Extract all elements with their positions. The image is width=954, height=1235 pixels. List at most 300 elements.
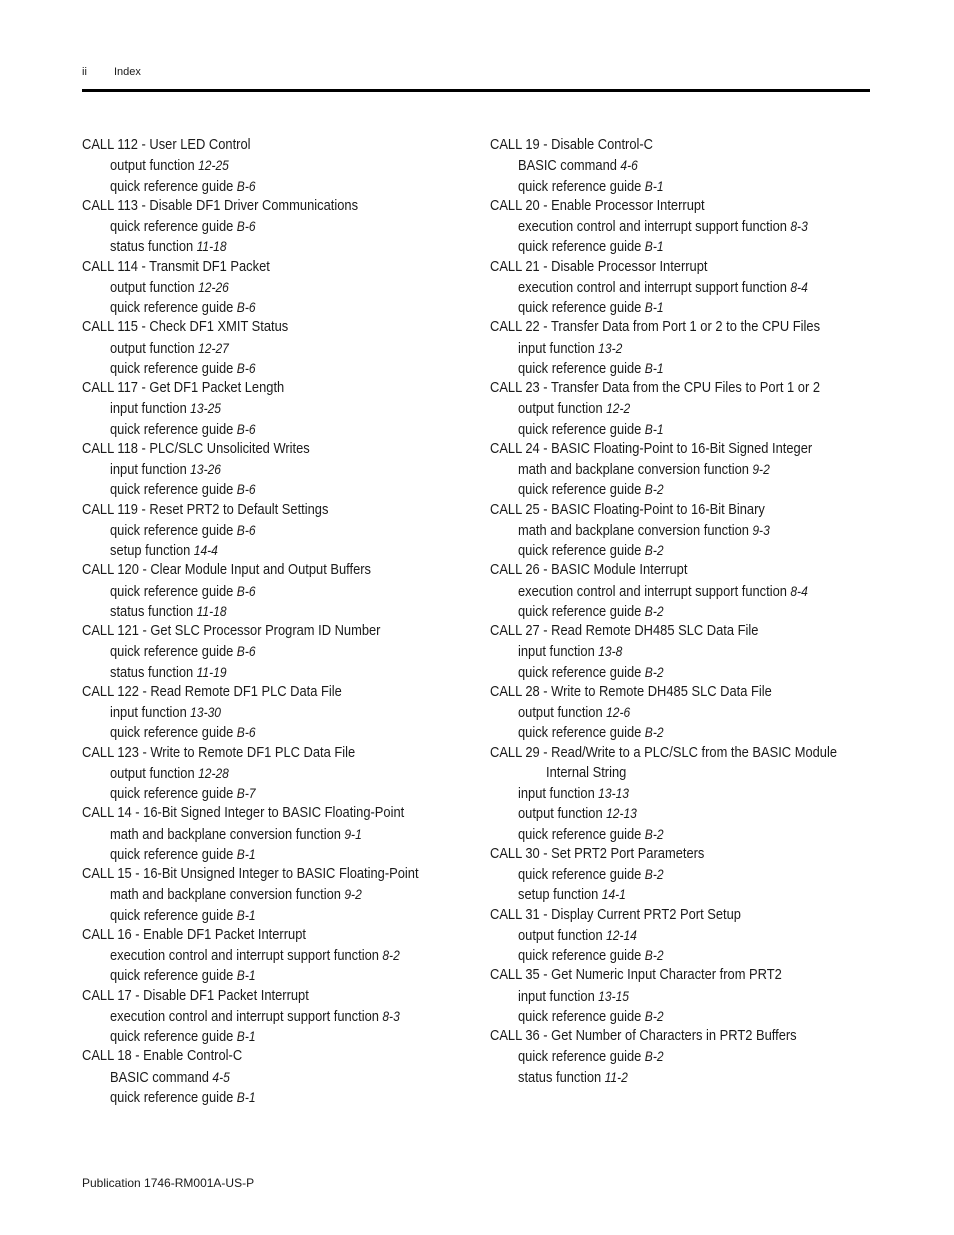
entry-text: quick reference guide (110, 785, 234, 802)
entry-text: quick reference guide (110, 582, 234, 600)
entry-text: CALL 20 - Enable Processor Interrupt (490, 196, 705, 214)
entry-text: output function (518, 926, 603, 944)
page-reference: B-6 (236, 359, 256, 376)
index-subentry (82, 520, 474, 540)
index-subentry (82, 338, 474, 358)
index-subentry (490, 236, 882, 256)
index-subentry (490, 155, 882, 175)
entry-content (110, 581, 256, 602)
page-reference: 9-2 (752, 461, 770, 477)
entry-text: status function (518, 1068, 602, 1086)
entry-content (518, 1046, 664, 1067)
index-subentry (490, 338, 882, 358)
index-subentry (490, 1006, 882, 1026)
entry-text: CALL 121 - Get SLC Processor Program ID Number (82, 622, 381, 639)
index-subentry (82, 540, 474, 560)
entry-content (518, 641, 622, 662)
index-subentry (490, 1046, 882, 1066)
entry-text: quick reference guide (518, 825, 642, 843)
entry-content (110, 1087, 256, 1108)
entry-content (518, 722, 664, 743)
index-entry (490, 500, 882, 520)
entry-text: input function (518, 987, 595, 1005)
index-subentry (490, 945, 882, 965)
index-subentry (82, 662, 474, 682)
index-subentry (82, 601, 474, 621)
index-subentry (490, 419, 882, 439)
entry-text: input function (110, 704, 187, 721)
entry-content (110, 722, 256, 743)
page-reference: B-6 (236, 420, 256, 437)
page-reference: 14-1 (601, 886, 626, 903)
page-reference: B-2 (644, 602, 664, 619)
index-subentry (82, 763, 474, 783)
page-reference: 9-1 (344, 825, 362, 842)
entry-content (82, 560, 371, 580)
page-reference: B-1 (644, 238, 664, 255)
index-subentry (82, 419, 474, 439)
page-reference: 4-6 (620, 157, 638, 174)
entry-content (82, 317, 288, 337)
index-subentry (82, 479, 474, 499)
index-entry (82, 621, 474, 641)
index-entry (490, 1026, 882, 1046)
page-reference: B-6 (236, 724, 256, 741)
entry-content (490, 135, 653, 155)
entry-content (490, 317, 820, 337)
index-subentry (490, 297, 882, 317)
entry-content (518, 479, 664, 500)
index-entry (490, 743, 882, 763)
entry-content (490, 965, 782, 985)
index-subentry (82, 398, 474, 418)
entry-text: CALL 16 - Enable DF1 Packet Interrupt (82, 925, 306, 943)
entry-text: quick reference guide (110, 218, 234, 235)
page-reference: 11-2 (604, 1068, 628, 1085)
entry-content (110, 945, 400, 966)
page-reference: 12-25 (198, 157, 229, 174)
entry-content (82, 864, 419, 884)
entry-text: quick reference guide (518, 420, 642, 438)
index-entry (82, 378, 474, 398)
entry-content (110, 763, 229, 784)
entry-content (82, 1046, 242, 1066)
index-subentry (490, 783, 882, 803)
entry-text: CALL 36 - Get Number of Characters in PRT2 Buffers (490, 1027, 797, 1044)
entry-content (82, 682, 342, 702)
index-subentry (490, 824, 882, 844)
index-entry (82, 317, 474, 337)
index-entry (490, 135, 882, 155)
entry-text: execution control and interrupt support function (518, 218, 787, 235)
entry-text: quick reference guide (110, 724, 234, 742)
section-title: Index (114, 66, 141, 78)
entry-text: CALL 19 - Disable Control-C (490, 136, 653, 153)
entry-content (110, 824, 362, 845)
page-reference: 9-3 (752, 521, 770, 538)
index-entry (490, 196, 882, 216)
index-subentry (82, 297, 474, 317)
entry-content (518, 540, 664, 561)
entry-content (82, 925, 306, 945)
page-reference: 12-28 (198, 764, 229, 781)
entry-content (490, 621, 758, 641)
index-subentry (490, 864, 882, 884)
entry-text: quick reference guide (518, 481, 642, 499)
entry-content (518, 702, 630, 723)
index-subentry (82, 641, 474, 661)
entry-text: output function (518, 805, 603, 823)
entry-content (490, 439, 812, 459)
page-reference: 13-2 (598, 339, 623, 356)
entry-text: input function (110, 400, 187, 418)
entry-content (518, 155, 638, 176)
entry-content (82, 439, 310, 459)
index-entry (82, 925, 474, 945)
entry-text: CALL 15 - 16-Bit Unsigned Integer to BASIC Floating-Point (82, 865, 419, 882)
entry-content (490, 682, 772, 702)
entry-content (110, 1006, 400, 1027)
index-subentry (490, 459, 882, 479)
index-subentry (82, 965, 474, 985)
entry-text: Internal String (546, 763, 627, 781)
entry-content (518, 824, 664, 845)
index-subentry (82, 783, 474, 803)
index-subentry (490, 540, 882, 560)
page-reference: B-2 (644, 542, 664, 558)
entry-content (110, 398, 221, 419)
entry-text: CALL 17 - Disable DF1 Packet Interrupt (82, 986, 309, 1004)
index-entry (82, 439, 474, 459)
index-entry-continuation (490, 763, 882, 783)
entry-text: CALL 18 - Enable Control-C (82, 1047, 243, 1065)
page-reference: B-6 (236, 643, 256, 660)
index-entry (490, 378, 882, 398)
entry-text: math and backplane conversion function (110, 886, 341, 904)
entry-text: CALL 112 - User LED Control (82, 136, 251, 153)
entry-text: CALL 23 - Transfer Data from the CPU Files to Port 1 or 2 (490, 379, 821, 396)
entry-content (110, 155, 229, 176)
publication-number: Publication 1746-RM001A-US-P (82, 1176, 255, 1190)
entry-content (110, 216, 256, 237)
entry-content (518, 783, 629, 804)
index-subentry (82, 824, 474, 844)
page-reference: B-1 (644, 359, 664, 376)
page-reference: 4-5 (212, 1068, 230, 1085)
entry-text: quick reference guide (518, 359, 642, 377)
index-entry (82, 257, 474, 277)
page-reference: B-2 (644, 1007, 664, 1024)
index-entry (82, 560, 474, 580)
entry-text: CALL 22 - Transfer Data from Port 1 or 2 to the CPU Files (490, 318, 821, 336)
entry-text: output function (110, 764, 195, 782)
entry-content (518, 945, 664, 966)
index-subentry (82, 216, 474, 236)
page-reference: 12-2 (606, 400, 631, 417)
entry-content (518, 864, 664, 885)
index-subentry (82, 277, 474, 297)
page-reference: B-2 (644, 1048, 664, 1065)
entry-text: input function (518, 643, 595, 661)
entry-text: CALL 30 - Set PRT2 Port Parameters (490, 844, 705, 862)
index-subentry (82, 884, 474, 904)
entry-content (82, 378, 284, 398)
index-subentry (82, 945, 474, 965)
index-entry (490, 560, 882, 580)
entry-content (518, 398, 630, 419)
index-subentry (490, 702, 882, 722)
page-reference: 12-27 (198, 339, 229, 356)
entry-text: output function (518, 704, 603, 721)
entry-text: execution control and interrupt support function (110, 1007, 379, 1025)
entry-content (518, 297, 664, 318)
page-reference: B-1 (644, 177, 664, 194)
index-entry (490, 905, 882, 925)
page-reference: 14-4 (193, 542, 218, 558)
entry-content (110, 338, 229, 359)
entry-text: quick reference guide (110, 359, 234, 377)
entry-content (110, 783, 256, 804)
index-subentry (82, 176, 474, 196)
entry-text: quick reference guide (110, 1088, 234, 1106)
entry-content (110, 520, 256, 541)
entry-content (518, 176, 664, 197)
entry-content (82, 621, 380, 641)
index-entry (490, 965, 882, 985)
entry-text: BASIC command (518, 157, 617, 175)
entry-text: CALL 31 - Display Current PRT2 Port Setup (490, 905, 741, 923)
entry-text: math and backplane conversion function (110, 825, 341, 843)
entry-text: quick reference guide (110, 845, 234, 863)
page-reference: 13-13 (598, 785, 629, 801)
entry-text: status function (110, 602, 194, 620)
index-subentry (82, 236, 474, 256)
entry-content (110, 662, 227, 683)
index-subentry (490, 722, 882, 742)
entry-text: CALL 114 - Transmit DF1 Packet (82, 257, 270, 275)
entry-text: CALL 27 - Read Remote DH485 SLC Data File (490, 622, 759, 639)
index-subentry (82, 722, 474, 742)
index-subentry (82, 1006, 474, 1026)
entry-content (518, 884, 626, 905)
page-reference: B-7 (236, 785, 256, 801)
entry-content (110, 540, 218, 561)
page-reference: 9-2 (344, 886, 362, 903)
entry-content (110, 459, 221, 480)
index-subentry (82, 905, 474, 925)
index-entry (490, 439, 882, 459)
page-reference: 8-2 (382, 947, 400, 963)
entry-content (110, 297, 256, 318)
entry-content (518, 803, 637, 824)
entry-content (110, 601, 227, 622)
index-subentry (490, 662, 882, 682)
entry-text: quick reference guide (518, 724, 642, 742)
index-column-right (490, 135, 882, 1087)
entry-text: BASIC command (110, 1068, 209, 1086)
entry-text: CALL 24 - BASIC Floating-Point to 16-Bit Signed Integer (490, 439, 813, 457)
page-reference: B-1 (644, 420, 664, 437)
index-subentry (490, 581, 882, 601)
index-entry (490, 317, 882, 337)
index-entry (490, 844, 882, 864)
page-reference: 8-3 (382, 1007, 400, 1024)
entry-text: quick reference guide (518, 866, 642, 883)
page-reference: B-1 (236, 845, 256, 862)
page-header (82, 66, 141, 78)
entry-content (518, 277, 808, 298)
index-subentry (82, 1087, 474, 1107)
entry-text: math and backplane conversion function (518, 461, 749, 478)
page-reference: B-1 (236, 1088, 256, 1105)
entry-text: quick reference guide (518, 1048, 642, 1066)
entry-text: execution control and interrupt support function (518, 278, 787, 296)
entry-text: CALL 122 - Read Remote DF1 PLC Data File (82, 682, 342, 700)
entry-text: input function (518, 339, 595, 357)
entry-text: quick reference guide (518, 663, 642, 681)
entry-text: execution control and interrupt support function (518, 582, 787, 600)
index-subentry (490, 277, 882, 297)
index-subentry (490, 176, 882, 196)
page-reference: B-1 (236, 1028, 256, 1044)
entry-text: quick reference guide (110, 177, 234, 195)
entry-text: math and backplane conversion function (518, 521, 749, 539)
index-subentry (82, 702, 474, 722)
entry-content (518, 1067, 628, 1088)
entry-text: quick reference guide (110, 299, 234, 316)
page-reference: B-6 (236, 582, 256, 599)
entry-content (518, 925, 637, 946)
page-reference: B-2 (644, 481, 664, 498)
entry-text: CALL 26 - BASIC Module Interrupt (490, 561, 688, 579)
entry-content (518, 216, 808, 237)
entry-text: quick reference guide (110, 420, 234, 438)
page-reference: 11-18 (196, 238, 227, 255)
page-reference: B-1 (236, 967, 256, 984)
page-reference: B-6 (236, 521, 256, 538)
entry-content (110, 1026, 256, 1047)
entry-content (518, 1006, 664, 1027)
entry-content (518, 601, 664, 622)
page-reference: 13-8 (598, 643, 623, 660)
page-reference: 8-3 (790, 218, 808, 234)
page-reference: 12-26 (198, 278, 229, 295)
page-reference: 8-4 (790, 582, 808, 599)
index-subentry (490, 479, 882, 499)
page-reference: B-1 (644, 299, 664, 315)
entry-text: CALL 120 - Clear Module Input and Output Buffers (82, 561, 372, 579)
page-reference: B-2 (644, 724, 664, 741)
index-subentry (490, 641, 882, 661)
page-footer (82, 1176, 254, 1190)
index-subentry (82, 459, 474, 479)
index-subentry (490, 884, 882, 904)
entry-content (110, 702, 221, 723)
entry-content (110, 236, 227, 257)
entry-content (518, 358, 664, 379)
entry-content (110, 358, 256, 379)
entry-text: quick reference guide (518, 542, 642, 559)
entry-content (490, 257, 707, 277)
entry-text: quick reference guide (518, 238, 642, 256)
entry-text: CALL 123 - Write to Remote DF1 PLC Data File (82, 743, 356, 761)
entry-text: status function (110, 238, 194, 256)
page-reference: 8-4 (790, 278, 808, 295)
entry-text: CALL 14 - 16-Bit Signed Integer to BASIC Floating-Point (82, 804, 405, 822)
entry-content (490, 378, 820, 398)
page-reference: 11-19 (196, 663, 227, 680)
entry-text: output function (110, 157, 195, 175)
entry-text: quick reference guide (518, 1007, 642, 1025)
index-subentry (490, 520, 882, 540)
index-subentry (490, 216, 882, 236)
entry-content (82, 196, 358, 216)
entry-content (110, 641, 256, 662)
page-reference: B-2 (644, 825, 664, 842)
entry-content (490, 743, 837, 763)
entry-text: quick reference guide (518, 947, 642, 964)
entry-content (518, 338, 622, 359)
entry-content (82, 986, 309, 1006)
index-entry (82, 135, 474, 155)
index-entry (82, 196, 474, 216)
entry-text: CALL 119 - Reset PRT2 to Default Settings (82, 500, 329, 518)
entry-content (518, 662, 664, 683)
entry-text: execution control and interrupt support function (110, 947, 379, 964)
entry-content (82, 257, 270, 277)
index-entry (82, 682, 474, 702)
entry-text: CALL 117 - Get DF1 Packet Length (82, 379, 285, 396)
entry-text: quick reference guide (518, 299, 642, 316)
entry-text: CALL 21 - Disable Processor Interrupt (490, 257, 708, 275)
entry-text: CALL 115 - Check DF1 XMIT Status (82, 318, 289, 336)
entry-content (110, 176, 256, 197)
entry-content (110, 419, 256, 440)
entry-content (490, 844, 704, 864)
page-reference: B-6 (236, 481, 256, 498)
page-reference: 12-13 (606, 805, 637, 822)
entry-content (82, 743, 355, 763)
index-subentry (82, 1067, 474, 1087)
index-subentry (490, 986, 882, 1006)
entry-content (110, 965, 256, 986)
entry-text: quick reference guide (518, 602, 642, 620)
entry-content (110, 1067, 230, 1088)
entry-content (110, 277, 229, 298)
entry-content (518, 581, 808, 602)
index-subentry (82, 844, 474, 864)
entry-content (490, 500, 765, 520)
page-reference: B-6 (236, 177, 256, 194)
page-reference: 13-26 (190, 461, 221, 477)
page-reference: B-2 (644, 866, 664, 882)
page-reference: 11-18 (196, 602, 227, 619)
entry-content (490, 1026, 797, 1046)
page-reference: B-2 (644, 947, 664, 963)
entry-text: quick reference guide (110, 906, 234, 924)
header-rule (82, 89, 870, 92)
page-reference: B-2 (644, 663, 664, 680)
index-entry (82, 803, 474, 823)
index-subentry (82, 581, 474, 601)
entry-text: output function (110, 278, 195, 296)
entry-text: CALL 118 - PLC/SLC Unsolicited Writes (82, 439, 310, 457)
index-entry (82, 500, 474, 520)
index-subentry (490, 601, 882, 621)
entry-text: quick reference guide (110, 967, 234, 985)
entry-content (518, 236, 664, 257)
index-entry (82, 986, 474, 1006)
